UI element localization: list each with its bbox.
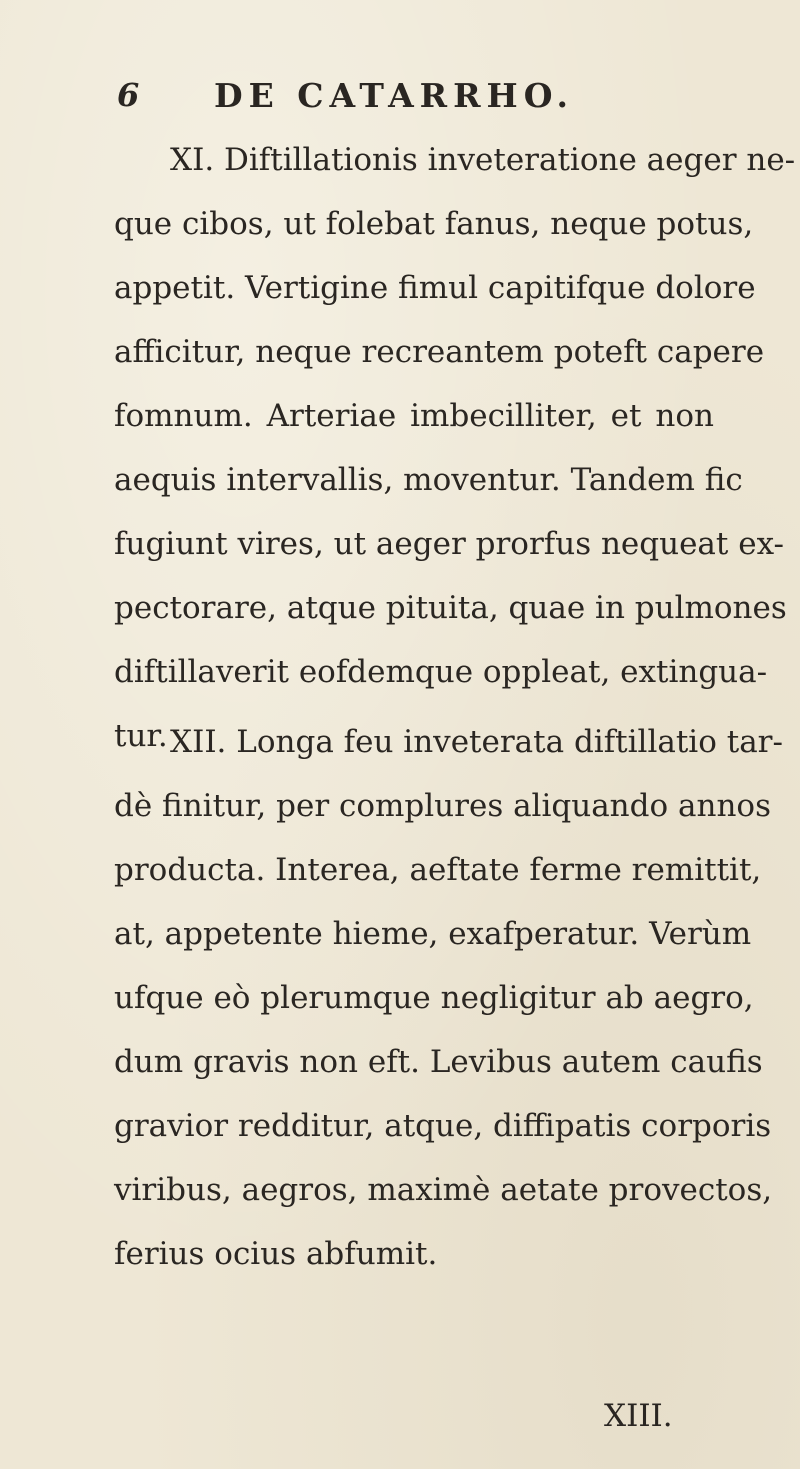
text-line: gravior redditur, atque, diffipatis corporis [114,1108,772,1144]
text-line: pectorare, atque pituita, quae in pulmones [114,590,787,626]
page-header [0,76,800,116]
text-line: XII. Longa feu inveterata diftillatio tar- [170,724,783,760]
text-line: ferius ocius abfumit. [114,1236,438,1272]
text-line: fugiunt vires, ut aeger prorfus nequeat ex- [114,526,784,562]
text-line: tur. [114,718,168,754]
text-line: diftillaverit eofdemque oppleat, extingua- [114,654,768,690]
text-line: que cibos, ut folebat fanus, neque potus, [114,206,754,242]
section-xi [114,128,796,768]
text-line: viribus, aegros, maximè aetate provectos, [114,1172,773,1208]
section-xii [114,710,783,1286]
text-line: ufque eò plerumque negligitur ab aegro, [114,980,754,1016]
text-line: aequis intervallis, moventur. Tandem fic [114,462,743,498]
text-line: dè finitur, per complures aliquando annos [114,788,771,824]
catchword: XIII. [604,1398,673,1434]
text-line: XI. Diftillationis inveteratione aeger ne- [170,142,796,178]
text-line: appetit. Vertigine fimul capitifque dolore [114,270,756,306]
text-line: at, appetente hieme, exafperatur. Verùm [114,916,752,952]
text-line: afficitur, neque recreantem poteft capere [114,334,765,370]
text-line: dum gravis non eft. Levibus autem caufis [114,1044,763,1080]
text-line: producta. Interea, aeftate ferme remittit, [114,852,762,888]
page-number: 6 [117,76,140,114]
running-head: DE CATARRHO. [214,76,575,115]
text-line: fomnum. Arteriae imbecilliter, et non [114,398,714,434]
